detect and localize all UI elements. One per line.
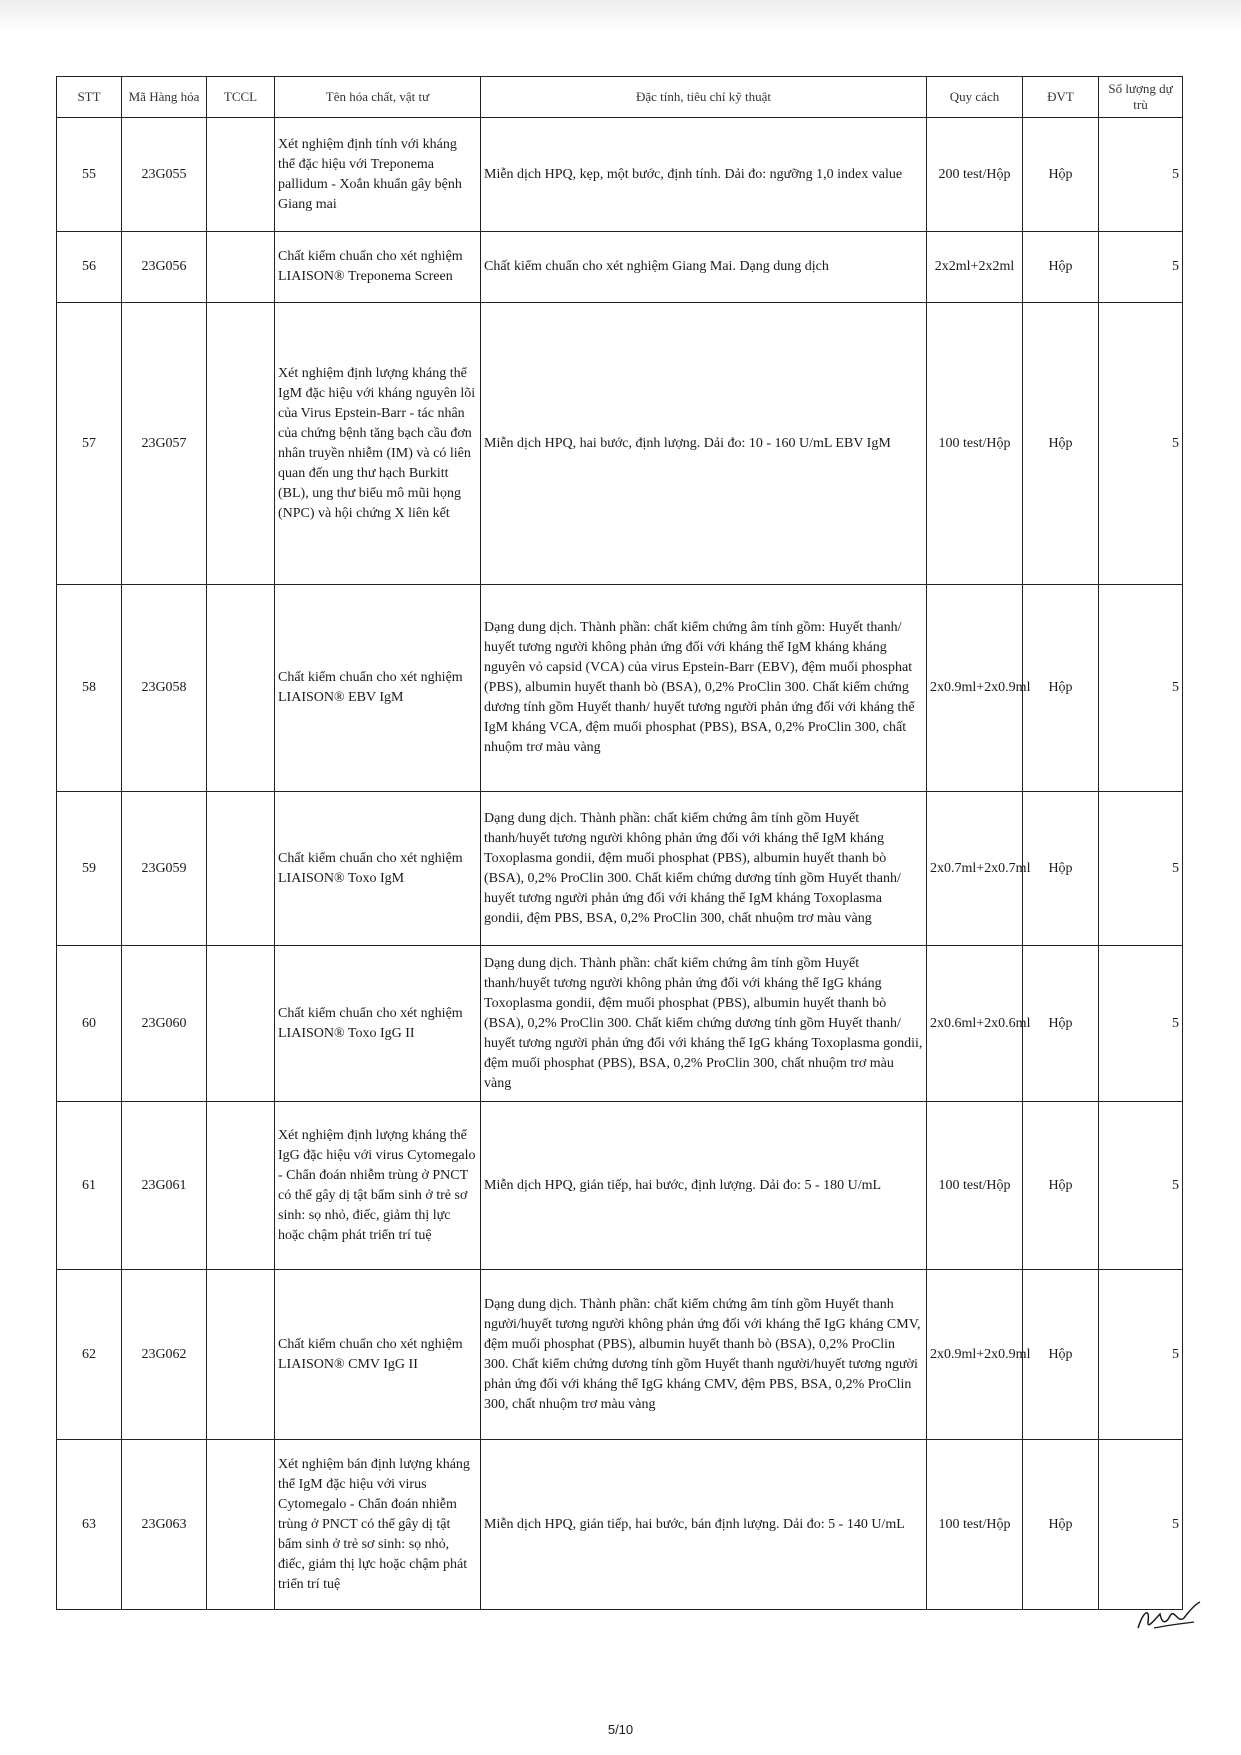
row-unit: Hộp [1023,1270,1099,1440]
row-pack: 100 test/Hộp [927,1440,1023,1610]
table-row [57,118,1183,232]
row-name: Chất kiểm chuẩn cho xét nghiệm LIAISON® Toxo IgM [275,792,481,946]
row-spec: Dạng dung dịch. Thành phần: chất kiểm chứng âm tính gồm Huyết thanh/huyết tương người không phản ứng đối với kháng thể IgG kháng Toxoplasma gondii, đệm muối phosphat (PBS), albumin huyết thanh bò (BSA), 0,2% ProClin 300. Chất kiểm chứng dương tính gồm Huyết thanh/ huyết tương người phản ứng đối với kháng thể IgG kháng Toxoplasma gondii, đệm muối phosphat (PBS), BSA, 0,2% ProClin 300, chất nhuộm trơ màu vàng [481,946,927,1102]
row-pack: 100 test/Hộp [927,303,1023,585]
header-spec: Đặc tính, tiêu chí kỹ thuật [481,77,927,118]
row-tccl [207,1102,275,1270]
row-name: Xét nghiệm định tính với kháng thể đặc hiệu với Treponema pallidum - Xoắn khuẩn gây bệnh Giang mai [275,118,481,232]
table-row [57,1270,1183,1440]
table-header-row [57,77,1183,118]
table-row [57,1102,1183,1270]
row-stt: 56 [57,232,122,303]
row-pack: 200 test/Hộp [927,118,1023,232]
header-code: Mã Hàng hóa [122,77,207,118]
row-qty: 5 [1099,585,1183,792]
row-stt: 55 [57,118,122,232]
row-unit: Hộp [1023,1440,1099,1610]
row-tccl [207,232,275,303]
row-code: 23G060 [122,946,207,1102]
row-spec: Chất kiểm chuẩn cho xét nghiệm Giang Mai. Dạng dung dịch [481,232,927,303]
row-qty: 5 [1099,303,1183,585]
row-code: 23G057 [122,303,207,585]
row-name: Xét nghiệm định lượng kháng thể IgG đặc hiệu với virus Cytomegalo - Chẩn đoán nhiễm trùng ở PNCT có thể gây dị tật bẩm sinh ở trẻ sơ sinh: sọ nhỏ, điếc, giảm thị lực hoặc chậm phát triển trí tuệ [275,1102,481,1270]
row-spec: Miễn dịch HPQ, gián tiếp, hai bước, bán định lượng. Dải đo: 5 - 140 U/mL [481,1440,927,1610]
row-tccl [207,792,275,946]
header-pack: Quy cách [927,77,1023,118]
row-stt: 60 [57,946,122,1102]
row-name: Chất kiểm chuẩn cho xét nghiệm LIAISON® CMV IgG II [275,1270,481,1440]
row-unit: Hộp [1023,1102,1099,1270]
scan-edge [0,0,1241,34]
specification-table [56,76,1183,1610]
row-name: Chất kiểm chuẩn cho xét nghiệm LIAISON® Toxo IgG II [275,946,481,1102]
row-stt: 59 [57,792,122,946]
row-qty: 5 [1099,792,1183,946]
header-tccl: TCCL [207,77,275,118]
row-name: Xét nghiệm định lượng kháng thể IgM đặc hiệu với kháng nguyên lõi của Virus Epstein-Barr - tác nhân của chứng bệnh tăng bạch cầu đơn nhân truyền nhiễm (IM) và có liên quan đến ung thư hạch Burkitt (BL), ung thư biểu mô mũi họng (NPC) và hội chứng X liên kết [275,303,481,585]
row-code: 23G055 [122,118,207,232]
table-row [57,303,1183,585]
row-pack: 2x0.9ml+2x0.9ml [927,1270,1023,1440]
row-tccl [207,1270,275,1440]
row-qty: 5 [1099,1440,1183,1610]
row-stt: 57 [57,303,122,585]
row-code: 23G061 [122,1102,207,1270]
row-tccl [207,118,275,232]
row-pack: 2x0.9ml+2x0.9ml [927,585,1023,792]
row-spec: Miễn dịch HPQ, kẹp, một bước, định tính. Dải đo: ngưỡng 1,0 index value [481,118,927,232]
row-qty: 5 [1099,118,1183,232]
row-name: Chất kiểm chuẩn cho xét nghiệm LIAISON® EBV IgM [275,585,481,792]
header-stt: STT [57,77,122,118]
table-row [57,1440,1183,1610]
table-row [57,946,1183,1102]
row-stt: 62 [57,1270,122,1440]
row-tccl [207,946,275,1102]
row-stt: 61 [57,1102,122,1270]
row-unit: Hộp [1023,303,1099,585]
row-unit: Hộp [1023,792,1099,946]
row-unit: Hộp [1023,232,1099,303]
row-qty: 5 [1099,232,1183,303]
row-code: 23G063 [122,1440,207,1610]
row-pack: 2x2ml+2x2ml [927,232,1023,303]
row-unit: Hộp [1023,118,1099,232]
row-name: Xét nghiệm bán định lượng kháng thể IgM đặc hiệu với virus Cytomegalo - Chẩn đoán nhiễm trùng ở PNCT có thể gây dị tật bẩm sinh ở trẻ sơ sinh: sọ nhỏ, điếc, giảm thị lực hoặc chậm phát triển trí tuệ [275,1440,481,1610]
row-spec: Miễn dịch HPQ, hai bước, định lượng. Dải đo: 10 - 160 U/mL EBV IgM [481,303,927,585]
row-name: Chất kiểm chuẩn cho xét nghiệm LIAISON® Treponema Screen [275,232,481,303]
row-code: 23G059 [122,792,207,946]
row-qty: 5 [1099,1270,1183,1440]
row-unit: Hộp [1023,946,1099,1102]
header-unit: ĐVT [1023,77,1099,118]
row-code: 23G062 [122,1270,207,1440]
row-code: 23G058 [122,585,207,792]
row-pack: 100 test/Hộp [927,1102,1023,1270]
row-qty: 5 [1099,946,1183,1102]
table-row [57,232,1183,303]
table-row [57,792,1183,946]
row-unit: Hộp [1023,585,1099,792]
page-number: 5/10 [607,1722,634,1737]
row-tccl [207,1440,275,1610]
row-tccl [207,585,275,792]
row-spec: Dạng dung dịch. Thành phần: chất kiểm chứng âm tính gồm Huyết thanh người/huyết tương người không phản ứng đối với kháng thể IgG kháng CMV, đệm muối phosphat (PBS), albumin huyết thanh bò (BSA), 0,2% ProClin 300. Chất kiểm chứng dương tính gồm Huyết thanh người/huyết tương người phản ứng đối với kháng thể IgG kháng CMV, đệm PBS, BSA, 0,2% ProClin 300, chất nhuộm trơ màu vàng [481,1270,927,1440]
row-spec: Miễn dịch HPQ, gián tiếp, hai bước, định lượng. Dải đo: 5 - 180 U/mL [481,1102,927,1270]
row-pack: 2x0.7ml+2x0.7ml [927,792,1023,946]
table-row [57,585,1183,792]
row-spec: Dạng dung dịch. Thành phần: chất kiểm chứng âm tính gồm Huyết thanh/huyết tương người không phản ứng đối với kháng thể IgM kháng Toxoplasma gondii, đệm muối phosphat (PBS), albumin huyết thanh bò (BSA), 0,2% ProClin 300. Chất kiểm chứng dương tính gồm Huyết thanh/ huyết tương người phản ứng đối với kháng thể IgM kháng Toxoplasma gondii, đệm PBS, BSA, 0,2% ProClin 300, chất nhuộm trơ màu vàng [481,792,927,946]
row-stt: 63 [57,1440,122,1610]
signature-mark [1134,1598,1204,1634]
row-tccl [207,303,275,585]
row-spec: Dạng dung dịch. Thành phần: chất kiểm chứng âm tính gồm: Huyết thanh/ huyết tương người không phản ứng đối với kháng thể IgM kháng kháng nguyên vỏ capsid (VCA) của virus Epstein-Barr (EBV), đệm muối phosphat (PBS), albumin huyết thanh bò (BSA), 0,2% ProClin 300. Chất kiểm chứng dương tính gồm Huyết thanh/ huyết tương người phản ứng đối với kháng thể IgM kháng VCA, đệm muối phosphat (PBS), BSA, 0,2% ProClin 300, chất nhuộm trơ màu vàng [481,585,927,792]
row-code: 23G056 [122,232,207,303]
header-name: Tên hóa chất, vật tư [275,77,481,118]
row-pack: 2x0.6ml+2x0.6ml [927,946,1023,1102]
header-qty: Số lượng dự trù [1099,77,1183,118]
row-qty: 5 [1099,1102,1183,1270]
row-stt: 58 [57,585,122,792]
